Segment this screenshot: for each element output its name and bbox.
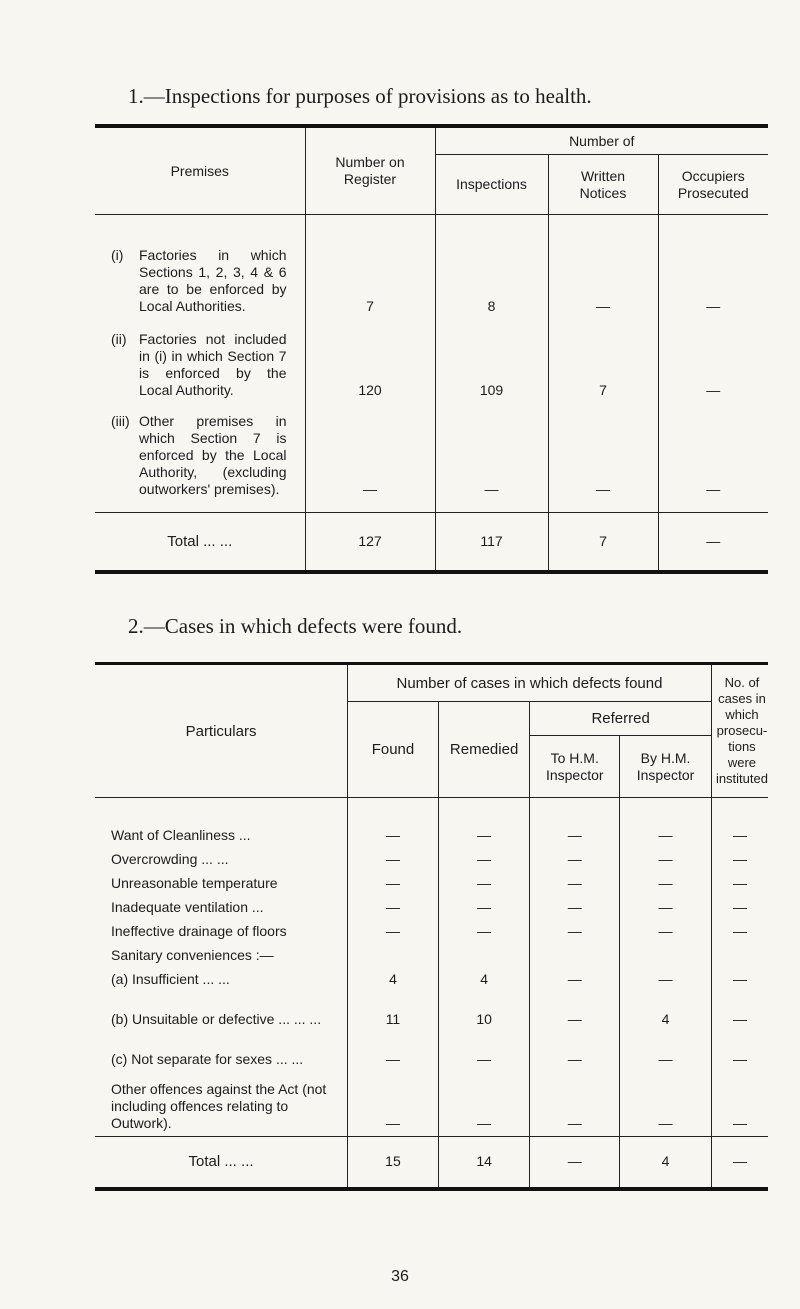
found-value: 4 [348,964,439,988]
defects-table [95,662,768,1191]
table-row [95,940,768,964]
particular-label: (b) Unsuitable or defective ... ... ... [95,988,348,1028]
to-hm-value: — [530,844,620,868]
section1-title: 1.—Inspections for purposes of provisions as to health. [128,84,592,108]
remedied-value: — [438,1028,529,1068]
particular-label: Ineffective drainage of floors [95,916,348,940]
total-notices: 7 [548,513,658,573]
prosecutions-value: — [732,1051,747,1067]
to-hm-value: — [530,868,620,892]
page-number: 36 [391,1268,409,1285]
found-value: 11 [348,988,439,1028]
particular-label: Sanitary conveniences :— [95,940,348,964]
prosecutions-value: — [732,971,747,987]
particular-label: Overcrowding ... ... [95,844,348,868]
particular-label: Unreasonable temperature [95,868,348,892]
prosecutions-value: — [732,923,747,939]
remedied-value: — [438,916,529,940]
register-value: 7 [305,215,435,319]
row-description: Factories in which Sections 1, 2, 3, 4 & 6 are to be enforced by Local Authorities. [139,246,287,314]
total-label: Total ... ... [95,1136,348,1189]
remedied-value [438,940,529,964]
table-row [95,215,768,319]
particular-label: Inadequate ventilation ... [95,892,348,916]
section2-title: 2.—Cases in which defects were found. [128,614,463,638]
to-hm-value: — [530,916,620,940]
by-hm-value: — [620,844,712,868]
found-value: — [348,844,439,868]
header-remedied: Remedied [438,702,529,798]
found-value: — [348,820,439,844]
by-hm-value: 4 [620,988,712,1028]
header-number-of-cases: Number of cases in which defects found [348,664,712,702]
by-hm-value: — [620,820,712,844]
notices-value: — [548,403,658,513]
prosecutions-value [711,940,768,964]
table-row [95,916,768,940]
found-value [348,940,439,964]
table-row [95,868,768,892]
header-found: Found [348,702,439,798]
row-description: Other premises in which Section 7 is enforced by the Local Authority, (excluding outworkers' premises). [139,413,287,497]
row-label: (i) [111,246,124,263]
to-hm-value: — [530,1028,620,1068]
total-by-hm: 4 [620,1136,712,1189]
table-row [95,892,768,916]
total-prosecutions: — [711,1136,768,1189]
premises-cell [95,403,305,513]
table-row [95,1028,768,1068]
total-row [95,1136,768,1189]
header-number-of: Number of [435,126,768,155]
prosecuted-value: — [706,297,721,314]
to-hm-value [530,940,620,964]
to-hm-value: — [530,964,620,988]
table-row [95,844,768,868]
row-label: (iii) [111,413,130,429]
found-value: — [348,1028,439,1068]
remedied-value: — [438,820,529,844]
found-value: — [348,892,439,916]
inspections-table [95,124,768,574]
header-prosecutions: No. of cases in which prosecu-tions were instituted [711,664,768,798]
by-hm-value [620,940,712,964]
particular-label: Want of Cleanliness ... [95,820,348,844]
prosecutions-value: — [732,851,747,867]
table-row [95,319,768,403]
notices-value: — [548,215,658,319]
premises-cell [95,319,305,403]
prosecuted-value: — [706,481,721,497]
register-value: — [305,403,435,513]
prosecutions-value: — [732,1011,747,1027]
total-to-hm: — [530,1136,620,1189]
found-value: — [348,1068,439,1136]
remedied-value: 4 [438,964,529,988]
header-written-notices: Written Notices [548,155,658,215]
total-prosecuted: — [658,513,768,573]
by-hm-value: — [620,868,712,892]
row-label: (ii) [111,330,127,347]
header-to-hm-inspector: To H.M. Inspector [530,736,620,798]
particular-label: Other offences against the Act (not including offences relating to Outwork). [95,1068,348,1136]
by-hm-value: — [620,1068,712,1136]
inspections-value: — [435,403,548,513]
by-hm-value: — [620,964,712,988]
total-label: Total ... ... [95,513,305,573]
header-particulars: Particulars [95,664,348,798]
register-value: 120 [305,319,435,403]
table-row [95,964,768,988]
total-row [95,513,768,573]
inspections-value: 8 [435,215,548,319]
header-by-hm-inspector: By H.M. Inspector [620,736,712,798]
particular-label: (c) Not separate for sexes ... ... [95,1028,348,1068]
found-value: — [348,916,439,940]
header-inspections: Inspections [435,155,548,215]
remedied-value: — [438,1068,529,1136]
to-hm-value: — [530,988,620,1028]
remedied-value: — [438,868,529,892]
remedied-value: 10 [438,988,529,1028]
prosecutions-value: — [732,827,747,843]
table-row [95,1068,768,1136]
particular-label: (a) Insufficient ... ... [95,964,348,988]
prosecuted-value: — [706,381,721,398]
row-description: Factories not included in (i) in which Section 7 is enforced by the Local Authority. [139,330,287,398]
premises-cell [95,215,305,319]
total-found: 15 [348,1136,439,1189]
table-row [95,403,768,513]
header-premises: Premises [95,126,305,215]
to-hm-value: — [530,892,620,916]
notices-value: 7 [548,319,658,403]
prosecutions-value: — [732,875,747,891]
remedied-value: — [438,844,529,868]
header-referred: Referred [530,702,712,736]
by-hm-value: — [620,1028,712,1068]
remedied-value: — [438,892,529,916]
table-row [95,820,768,844]
total-remedied: 14 [438,1136,529,1189]
prosecutions-value: — [732,1114,747,1131]
header-occupiers-prosecuted: Occupiers Prosecuted [658,155,768,215]
by-hm-value: — [620,892,712,916]
total-register: 127 [305,513,435,573]
by-hm-value: — [620,916,712,940]
prosecutions-value: — [732,899,747,915]
total-inspections: 117 [435,513,548,573]
to-hm-value: — [530,820,620,844]
to-hm-value: — [530,1068,620,1136]
header-number-on-register: Number on Register [305,126,435,215]
found-value: — [348,868,439,892]
table-row [95,988,768,1028]
inspections-value: 109 [435,319,548,403]
